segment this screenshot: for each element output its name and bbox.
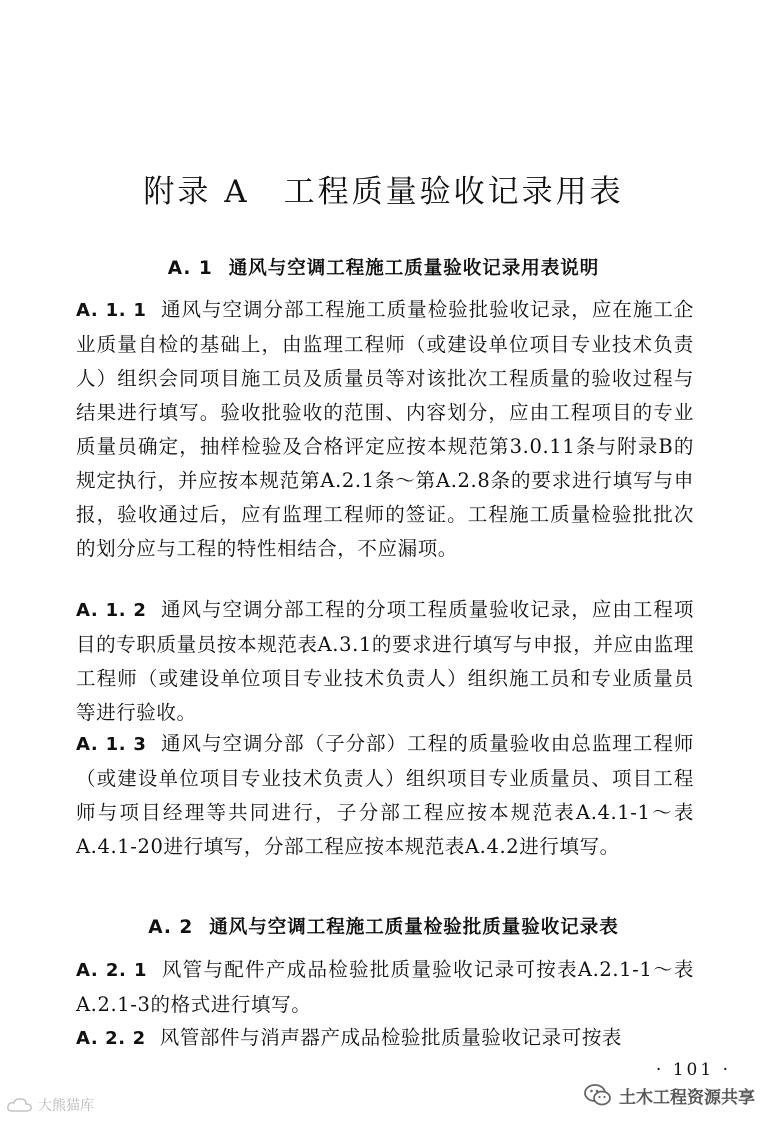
clause-text: 风管部件与消声器产成品检验批质量验收记录可按表 bbox=[159, 1026, 623, 1049]
watermark-corner bbox=[6, 1095, 94, 1115]
watermark-text: 土木工程资源共享 bbox=[619, 1087, 755, 1108]
clause-text: 通风与空调分部工程施工质量检验批验收记录，应在施工企业质量自检的基础上，由监理工程师（或建设单位项目专业技术负责人）组织会同项目施工员及质量员等对该批次工程质量的验收过程与结果进行填写。验收批验收的范围、内容划分，应由工程项目的专业质量员确定，抽样检验及合格评定应按本规范第3.0.11条与附录B的规定执行，并应按本规范第A.2.1条～第A.2.8条的要求进行填写与申报，验收通过后，应有监理工程师的签证。工程施工质量检验批批次的划分应与工程的特性相结合，不应漏项。 bbox=[76, 298, 694, 560]
wechat-icon bbox=[583, 1082, 613, 1108]
cloud-icon bbox=[6, 1096, 34, 1114]
page-title: 附录 A 工程质量验收记录用表 bbox=[143, 174, 624, 210]
clause-a-1-1 bbox=[76, 293, 694, 566]
page-number: · 101 · bbox=[655, 1060, 731, 1080]
watermark-wechat bbox=[583, 1082, 755, 1108]
clause-number: A. 2. 1 bbox=[76, 960, 148, 981]
clause-number: A. 1. 2 bbox=[76, 600, 147, 621]
clause-number: A. 1. 3 bbox=[76, 734, 147, 755]
clause-a-2-2 bbox=[76, 1021, 694, 1056]
section-title: 通风与空调工程施工质量检验批质量验收记录表 bbox=[209, 917, 619, 938]
clause-text: 通风与空调分部（子分部）工程的质量验收由总监理工程师（或建设单位项目专业技术负责人）组织项目专业质量员、项目工程师与项目经理等共同进行，子分部工程应按本规范表A.4.1-1～表A.4.1-20进行填写，分部工程应按本规范表A.4.2进行填写。 bbox=[76, 732, 694, 858]
section-title: 通风与空调工程施工质量验收记录用表说明 bbox=[228, 258, 600, 279]
section-number: A. 2 bbox=[148, 917, 194, 938]
clause-number: A. 2. 2 bbox=[76, 1028, 146, 1049]
clause-a-1-2 bbox=[76, 593, 694, 730]
section-heading-a1 bbox=[0, 254, 767, 280]
watermark-text: 大熊猫库 bbox=[38, 1098, 94, 1114]
section-heading-a2 bbox=[0, 913, 767, 939]
clause-number: A. 1. 1 bbox=[76, 300, 147, 321]
section-number: A. 1 bbox=[167, 258, 213, 279]
clause-a-1-3 bbox=[76, 727, 694, 864]
clause-a-2-1 bbox=[76, 953, 694, 1022]
clause-text: 通风与空调分部工程的分项工程质量验收记录，应由工程项目的专职质量员按本规范表A.3.1的要求进行填写与申报，并应由监理工程师（或建设单位项目专业技术负责人）组织施工员和专业质量员等进行验收。 bbox=[76, 598, 694, 724]
clause-text: 风管与配件产成品检验批质量验收记录可按表A.2.1-1～表A.2.1-3的格式进行填写。 bbox=[76, 958, 694, 1016]
